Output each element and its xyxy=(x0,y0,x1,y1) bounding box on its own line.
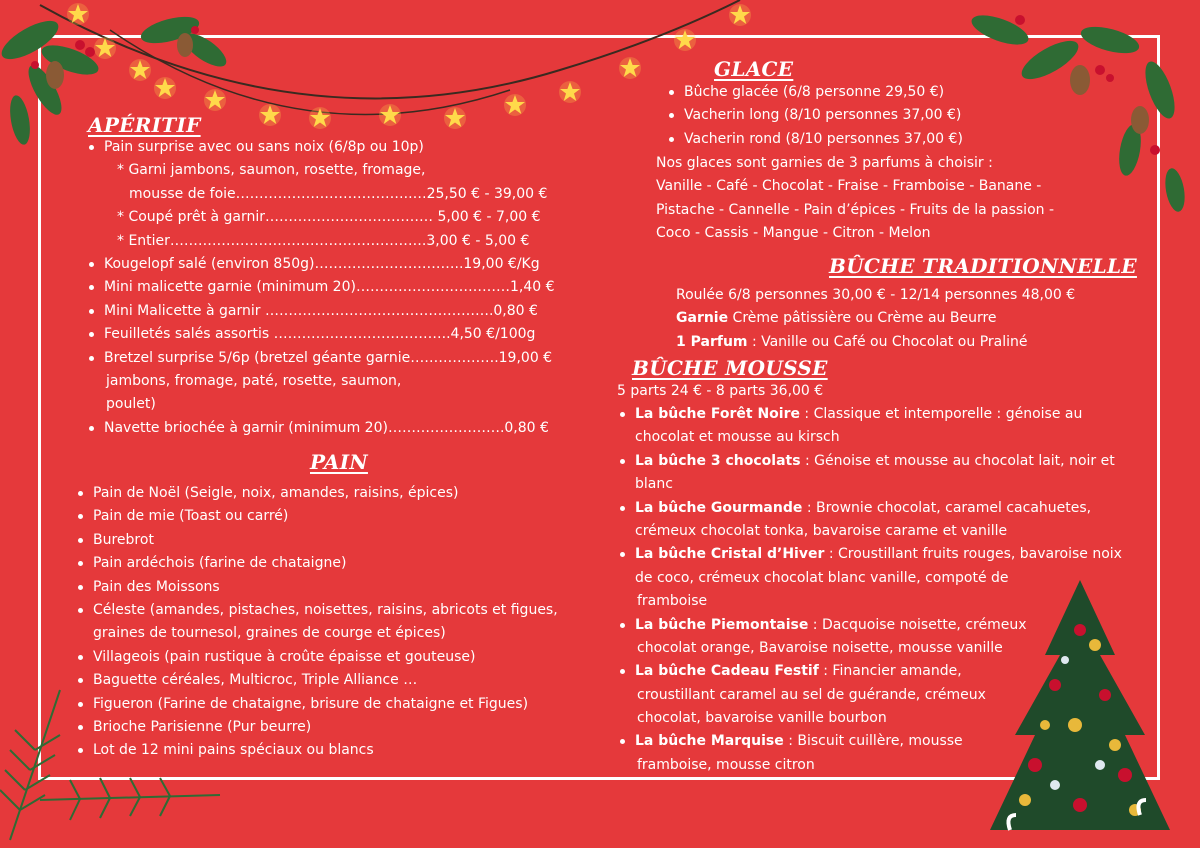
glace-list xyxy=(667,81,963,151)
star-light-icon xyxy=(558,80,582,104)
list-item: Pain des Moissons xyxy=(76,576,558,599)
star-light-icon xyxy=(308,106,332,130)
list-item: Brioche Parisienne (Pur beurre) xyxy=(76,716,558,739)
star-light-icon xyxy=(503,93,527,117)
list-item: La bûche Gourmande : Brownie chocolat, caramel cacahuetes, xyxy=(618,497,1122,520)
list-item: * Coupé prêt à garnir……………………………… 5,00 € - 7,00 € xyxy=(117,209,541,226)
list-item: Feuilletés salés assortis ………………………………..4,50 €/100g xyxy=(87,323,555,346)
section-title-pain: PAIN xyxy=(310,450,368,474)
list-item: La bûche 3 chocolats : Génoise et mousse au chocolat lait, noir et xyxy=(618,450,1122,473)
list-item: La bûche Cristal d’Hiver : Croustillant fruits rouges, bavaroise noix xyxy=(618,543,1122,566)
section-title-aperitif: APÉRITIF xyxy=(88,113,201,137)
section-title-mousse: BÛCHE MOUSSE xyxy=(632,356,828,380)
list-item: jambons, fromage, paté, rosette, saumon, xyxy=(106,372,402,389)
glace-note xyxy=(656,152,1054,246)
mousse-list: La bûche Forêt Noire : Classique et intemporelle : génoise au chocolat et mousse au kirsch La bûche 3 chocolats : Génoise et mousse au chocolat lait, noir et blanc La bûche Gourmande : Brownie chocolat, caramel cacahuetes, crémeux chocolat tonka, bavaroise carame et vanille La bûche Cristal d’Hiver : Croustillant fruits rouges, bavaroise noix de coco, crémeux chocolat blanc vanille, compoté de framboise La bûche Piemontaise : Dacquoise noisette, crémeux chocolat orange, Bavaroise noisette, mousse vanille La bûche Cadeau Festif : Financier amande, croustillant caramel au sel de guérande, crémeux chocolat, bavaroise vanille bourbon La bûche Marquise : Biscuit cuillère, mousse framboise, mousse citron xyxy=(618,403,1122,777)
list-item: Bretzel surprise 5/6p (bretzel géante garnie……………….19,00 € xyxy=(87,347,555,370)
list-item: * Entier……………………………………………….3,00 € - 5,00 € xyxy=(117,232,530,249)
note-line: Coco - Cassis - Mangue - Citron - Melon xyxy=(656,225,931,242)
list-item: Villageois (pain rustique à croûte épaisse et gouteuse) xyxy=(76,646,558,669)
list-item: Mini Malicette à garnir ………………………………………….0,80 € xyxy=(87,300,555,323)
mousse-prices: 5 parts 24 € - 8 parts 36,00 € xyxy=(617,383,824,399)
list-item: Burebrot xyxy=(76,529,558,552)
list-item: Navette briochée à garnir (minimum 20)…………………….0,80 € xyxy=(87,417,555,440)
list-item: Mini malicette garnie (minimum 20)……………………………1,40 € xyxy=(87,276,555,299)
traditionnelle-price: Roulée 6/8 personnes 30,00 € - 12/14 personnes 48,00 € xyxy=(676,287,1076,303)
traditionnelle-garnie: Garnie Crème pâtissière ou Crème au Beurre xyxy=(676,310,997,327)
star-light-icon xyxy=(378,103,402,127)
star-light-icon xyxy=(673,28,697,52)
star-light-icon xyxy=(618,56,642,80)
list-item: graines de tournesol, graines de courge et épices) xyxy=(93,625,446,642)
list-item: La bûche Forêt Noire : Classique et intemporelle : génoise au xyxy=(618,403,1122,426)
list-item: Pain de mie (Toast ou carré) xyxy=(76,505,558,528)
list-item: La bûche Marquise : Biscuit cuillère, mousse xyxy=(618,730,1122,753)
list-item: La bûche Piemontaise : Dacquoise noisette, crémeux xyxy=(618,614,1122,637)
traditionnelle-text xyxy=(676,284,1075,354)
star-light-icon xyxy=(258,103,282,127)
traditionnelle-parfum: 1 Parfum : Vanille ou Café ou Chocolat ou Praliné xyxy=(676,333,1028,350)
list-item: Céleste (amandes, pistaches, noisettes, raisins, abricots et figues, xyxy=(76,599,558,622)
list-item: poulet) xyxy=(106,396,156,413)
list-item: mousse de foie………………………………..…25,50 € - 39,00 € xyxy=(129,185,548,202)
list-item: Pain surprise avec ou sans noix (6/8p ou 10p) xyxy=(87,136,555,159)
aperitif-list xyxy=(87,136,555,440)
section-title-traditionnelle: BÛCHE TRADITIONNELLE xyxy=(829,254,1137,278)
star-light-icon xyxy=(728,3,752,27)
list-item: Vacherin long (8/10 personnes 37,00 €) xyxy=(667,104,963,127)
list-item: Figueron (Farine de chataigne, brisure de chataigne et Figues) xyxy=(76,693,558,716)
list-item: * Garni jambons, saumon, rosette, fromage, xyxy=(117,162,426,179)
pain-list xyxy=(76,482,558,763)
list-item: Baguette céréales, Multicroc, Triple Alliance … xyxy=(76,669,558,692)
list-item: Kougelopf salé (environ 850g)…………………………..19,00 €/Kg xyxy=(87,253,555,276)
list-item: La bûche Cadeau Festif : Financier amande, xyxy=(618,660,1122,683)
list-item: Bûche glacée (6/8 personne 29,50 €) xyxy=(667,81,963,104)
list-item: Pain de Noël (Seigle, noix, amandes, raisins, épices) xyxy=(76,482,558,505)
note-line: Nos glaces sont garnies de 3 parfums à choisir : xyxy=(656,155,993,171)
list-item: Pain ardéchois (farine de chataigne) xyxy=(76,552,558,575)
list-item: Vacherin rond (8/10 personnes 37,00 €) xyxy=(667,128,963,151)
section-title-glace: GLACE xyxy=(714,57,794,81)
star-light-icon xyxy=(443,106,467,130)
note-line: Vanille - Café - Chocolat - Fraise - Framboise - Banane - xyxy=(656,178,1042,195)
list-item: Lot de 12 mini pains spéciaux ou blancs xyxy=(76,739,558,762)
note-line: Pistache - Cannelle - Pain d’épices - Fruits de la passion - xyxy=(656,201,1055,218)
